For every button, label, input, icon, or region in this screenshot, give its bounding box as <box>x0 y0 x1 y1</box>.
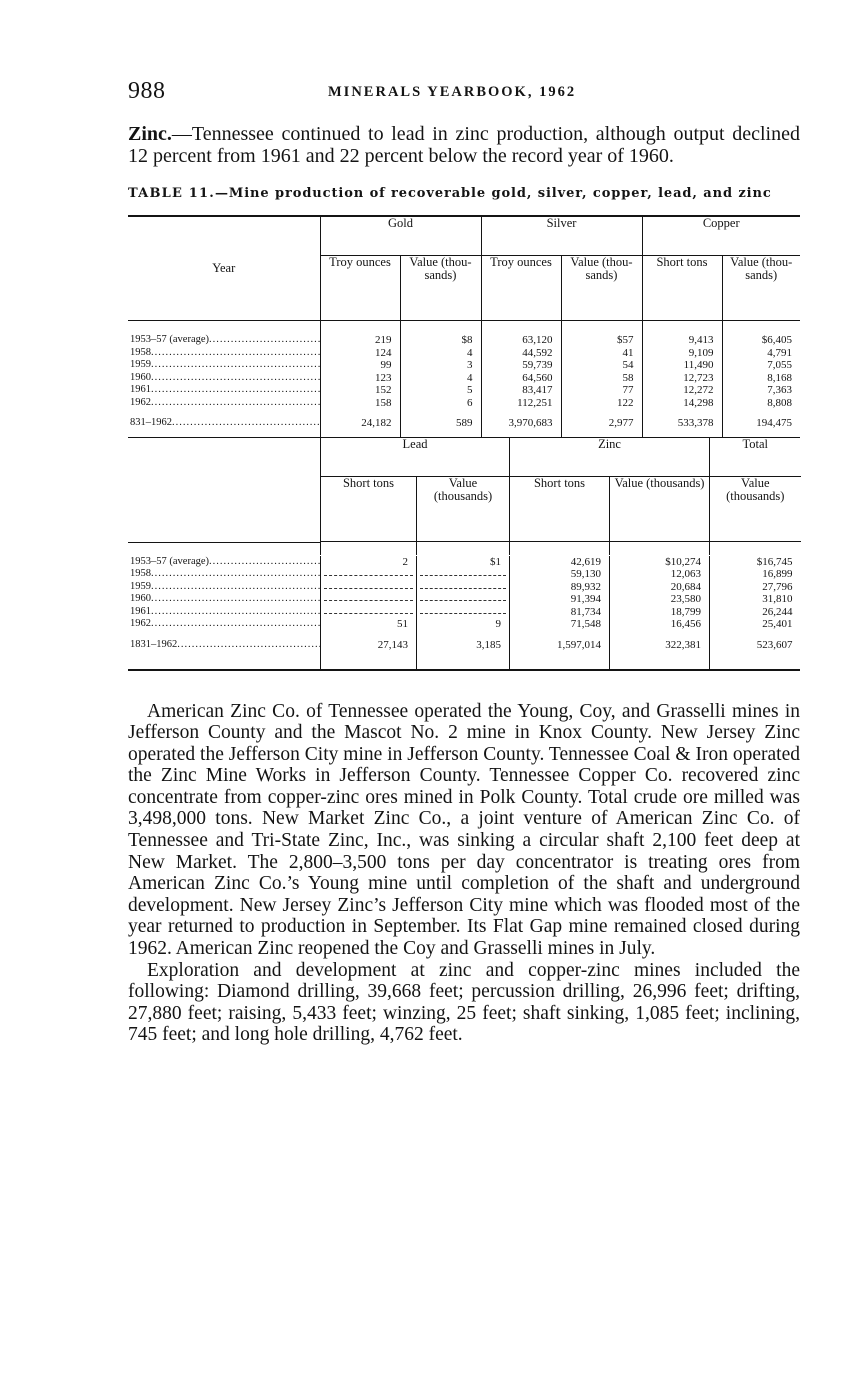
column-header: Short tons <box>510 477 610 542</box>
table-cell: $6,405 <box>722 334 800 347</box>
table-cell: $10,274 <box>610 556 710 569</box>
table-cell: 42,619 <box>510 556 610 569</box>
table-cell: 59,739 <box>481 359 561 372</box>
table-cell: 77 <box>561 384 642 397</box>
spacer-cell <box>510 542 610 555</box>
table-cell: 3,970,683 <box>481 417 561 438</box>
table-row <box>128 581 800 594</box>
table-cell <box>321 593 417 606</box>
table-row <box>128 347 800 360</box>
table-cell: $57 <box>561 334 642 347</box>
table-cell: 81,734 <box>510 606 610 619</box>
table-cell: 25,401 <box>710 618 801 631</box>
spacer-cell <box>510 659 610 669</box>
column-header: Value (thousands) <box>417 477 510 542</box>
row-year: 1961 ..... <box>128 606 320 619</box>
table-cell <box>417 581 510 594</box>
table-row <box>128 397 800 410</box>
body-text <box>128 701 800 1047</box>
body-paragraph-2: Exploration and development at zinc and copper-zinc mines included the following: Diamond drilling, 39,668 feet; percussion drilling, 26,996 feet; drifting, 27,880 feet; raising, 5,433 feet; winzing, 25 feet; shaft sinking, 1,085 feet; inclining, 745 feet; and long hole drilling, 4,762 feet. <box>128 959 800 1046</box>
table-cell: 59,130 <box>510 568 610 581</box>
spacer-cell <box>481 321 561 335</box>
table-cell: 16,456 <box>610 618 710 631</box>
spacer-cell <box>642 321 722 335</box>
row-values <box>320 581 800 594</box>
column-header: Value (thousands) <box>710 477 801 542</box>
row-values <box>320 659 800 670</box>
running-head: MINERALS YEARBOOK, 1962 <box>328 84 577 100</box>
table-cell: 26,244 <box>710 606 801 619</box>
table-cell: 9,413 <box>642 334 722 347</box>
table-cell <box>417 606 510 619</box>
column-header: Troy ounces <box>320 256 400 321</box>
spacer-cell <box>610 542 710 555</box>
spacer-cell <box>417 631 510 639</box>
table-cell: 152 <box>320 384 400 397</box>
part2-header-wrapper <box>320 438 800 543</box>
table-cell: 8,808 <box>722 397 800 410</box>
table-cell: 194,475 <box>722 417 800 438</box>
table-cell: 322,381 <box>610 639 710 659</box>
table-cell: 12,063 <box>610 568 710 581</box>
table-cell: 589 <box>400 417 481 438</box>
spacer-cell <box>722 321 800 335</box>
row-year: 1961 ..... <box>128 384 320 397</box>
table-cell <box>417 568 510 581</box>
page-header <box>128 78 800 108</box>
table-cell <box>321 568 417 581</box>
page-number: 988 <box>128 78 166 104</box>
table-cell: 12,723 <box>642 372 722 385</box>
table-title <box>128 186 800 201</box>
table-row <box>128 359 800 372</box>
table-cell: 9 <box>417 618 510 631</box>
table-cell: 8,168 <box>722 372 800 385</box>
row-year: 1953–57 (average) ..... <box>128 334 320 347</box>
column-header: Short tons <box>642 256 722 321</box>
table-cell: 3 <box>400 359 481 372</box>
spacer-cell <box>400 321 481 335</box>
table-cell: 5 <box>400 384 481 397</box>
table-cell: 1,597,014 <box>510 639 610 659</box>
group-header-zinc: Zinc <box>510 438 710 477</box>
spacer-cell <box>710 659 801 669</box>
table-cell <box>417 593 510 606</box>
table-cell: 16,899 <box>710 568 801 581</box>
spacer-cell <box>642 409 722 417</box>
table-cell <box>321 581 417 594</box>
spacer-cell <box>510 631 610 639</box>
intro-text: —Tennessee continued to lead in zinc production, although output declined 12 percent from 1961 and 22 percent below the record year of 1960. <box>128 123 800 167</box>
table-cell: 7,363 <box>722 384 800 397</box>
table-title-text: —Mine production of recoverable gold, silver, copper, lead, and zinc <box>215 186 772 201</box>
group-header-gold: Gold <box>320 217 481 256</box>
table-row <box>128 556 800 569</box>
table-cell <box>321 606 417 619</box>
spacer-cell <box>321 631 417 639</box>
table-cell: 7,055 <box>722 359 800 372</box>
total-year: 831–1962 ..... <box>128 417 320 438</box>
spacer-cell <box>321 542 417 555</box>
table-cell: 63,120 <box>481 334 561 347</box>
table-label: TABLE 11. <box>128 186 216 201</box>
table-cell: 24,182 <box>320 417 400 438</box>
spacer-cell <box>710 631 801 639</box>
table-row <box>128 568 800 581</box>
column-header: Short tons <box>321 477 417 542</box>
table-row <box>128 606 800 619</box>
table-cell: 4 <box>400 372 481 385</box>
table-cell: $1 <box>417 556 510 569</box>
table-cell: 51 <box>321 618 417 631</box>
table-cell: 9,109 <box>642 347 722 360</box>
table-cell: 2,977 <box>561 417 642 438</box>
row-year: 1960 ..... <box>128 593 320 606</box>
table-row <box>128 593 800 606</box>
table-cell: 44,592 <box>481 347 561 360</box>
table-cell: 41 <box>561 347 642 360</box>
row-year: 1831–1962 ..... <box>128 639 320 659</box>
table-total-row <box>128 417 800 438</box>
column-header: Troy ounces <box>481 256 561 321</box>
group-header-silver: Silver <box>481 217 642 256</box>
table-cell: 112,251 <box>481 397 561 410</box>
table-cell: 23,580 <box>610 593 710 606</box>
table-cell: 11,490 <box>642 359 722 372</box>
row-values <box>320 556 800 569</box>
table-cell: 20,684 <box>610 581 710 594</box>
spacer-cell <box>320 321 400 335</box>
table-cell: 58 <box>561 372 642 385</box>
table-cell: 4,791 <box>722 347 800 360</box>
table-cell: 219 <box>320 334 400 347</box>
table-cell: 64,560 <box>481 372 561 385</box>
table-cell: 6 <box>400 397 481 410</box>
body-paragraph-1: American Zinc Co. of Tennessee operated the Young, Coy, and Grasselli mines in Jefferson County and the Mascot No. 2 mine in Knox County. New Jersey Zinc operated the Jefferson City mine in Jefferson County. Tennessee Coal & Iron operated the Zinc Mine Works in Jefferson County. Tennessee Copper Co. recovered zinc concentrate from copper-zinc ores mined in Polk County. Total crude ore milled was 3,498,000 tons. New Market Zinc Co., a joint venture of American Zinc Co. of Tennessee and Tri-State Zinc, Inc., was sinking a circular shaft 2,100 feet deep at New Market. The 2,800–3,500 tons per day concentrator is treating ores from American Zinc Co.’s Young mine until completion of the shaft and underground development. New Jersey Zinc’s Jefferson City mine which was flooded most of the year returned to production in September. Its Flat Gap mine remained closed during 1962. American Zinc reopened the Coy and Grasselli mines in July. <box>128 700 800 960</box>
table-row <box>128 372 800 385</box>
row-year: 1953–57 (average) ..... <box>128 556 320 569</box>
spacer-cell <box>710 542 801 555</box>
group-header-total: Total <box>710 438 801 477</box>
spacer-cell <box>128 542 320 556</box>
table-cell: 91,394 <box>510 593 610 606</box>
spacer-cell <box>128 409 320 417</box>
row-year: 1962 ..... <box>128 397 320 410</box>
row-values <box>320 542 800 556</box>
spacer-cell <box>481 409 561 417</box>
table-cell: 71,548 <box>510 618 610 631</box>
column-header: Value (thou- sands) <box>722 256 800 321</box>
table-part-2 <box>128 438 800 543</box>
production-table <box>128 215 800 671</box>
table-cell: 54 <box>561 359 642 372</box>
row-year: 1958 ..... <box>128 347 320 360</box>
spacer-cell <box>417 542 510 555</box>
row-values <box>320 568 800 581</box>
spacer-cell <box>561 321 642 335</box>
row-year: 1962 ..... <box>128 618 320 631</box>
table-cell: 14,298 <box>642 397 722 410</box>
spacer-cell <box>417 659 510 669</box>
bottom-rule <box>128 670 800 671</box>
spacer-cell <box>610 631 710 639</box>
column-header: Value (thousands) <box>610 477 710 542</box>
table-cell: $16,745 <box>710 556 801 569</box>
group-header-copper: Copper <box>642 217 800 256</box>
table-cell: 31,810 <box>710 593 801 606</box>
intro-run-in: Zinc. <box>128 123 172 145</box>
row-year: 1959 ..... <box>128 581 320 594</box>
spacer-cell <box>128 659 320 670</box>
column-header: Value (thou- sands) <box>561 256 642 321</box>
spacer-cell <box>561 409 642 417</box>
table-part-1 <box>128 216 800 438</box>
spacer-cell <box>320 409 400 417</box>
document-page <box>128 78 800 1046</box>
table-spacer-row <box>128 659 800 670</box>
table-cell: 4 <box>400 347 481 360</box>
spacer-cell <box>400 409 481 417</box>
table-total-row <box>128 639 800 659</box>
spacer-cell <box>128 631 320 639</box>
table-cell: 3,185 <box>417 639 510 659</box>
spacer-cell <box>128 321 320 335</box>
row-values <box>320 618 800 631</box>
table-cell: 12,272 <box>642 384 722 397</box>
table-row <box>128 334 800 347</box>
table-cell: $8 <box>400 334 481 347</box>
intro-paragraph <box>128 124 800 167</box>
row-values <box>320 593 800 606</box>
year-column-spacer <box>128 438 320 543</box>
table-cell: 27,143 <box>321 639 417 659</box>
table-spacer-row <box>128 321 800 335</box>
table-cell: 123 <box>320 372 400 385</box>
row-year: 1958 ..... <box>128 568 320 581</box>
year-column-header: Year <box>128 217 320 321</box>
column-header: Value (thou- sands) <box>400 256 481 321</box>
row-values <box>320 639 800 659</box>
table-cell: 99 <box>320 359 400 372</box>
row-year: 1960 ..... <box>128 372 320 385</box>
row-values <box>320 631 800 639</box>
row-year: 1959 ..... <box>128 359 320 372</box>
table-part-2-rows <box>128 542 800 671</box>
table-cell: 83,417 <box>481 384 561 397</box>
table-row <box>128 618 800 631</box>
table-cell: 523,607 <box>710 639 801 659</box>
spacer-cell <box>722 409 800 417</box>
table-cell: 122 <box>561 397 642 410</box>
spacer-cell <box>610 659 710 669</box>
table-cell: 158 <box>320 397 400 410</box>
spacer-cell <box>321 659 417 669</box>
group-header-lead: Lead <box>321 438 510 477</box>
table-row <box>128 384 800 397</box>
table-cell: 533,378 <box>642 417 722 438</box>
row-values <box>320 606 800 619</box>
table-cell: 124 <box>320 347 400 360</box>
table-spacer-row <box>128 631 800 639</box>
table-bottom-rule <box>128 670 800 671</box>
table-spacer-row <box>128 542 800 556</box>
table-spacer-row <box>128 409 800 417</box>
table-cell: 18,799 <box>610 606 710 619</box>
table-cell: 2 <box>321 556 417 569</box>
table-cell: 89,932 <box>510 581 610 594</box>
table-cell: 27,796 <box>710 581 801 594</box>
